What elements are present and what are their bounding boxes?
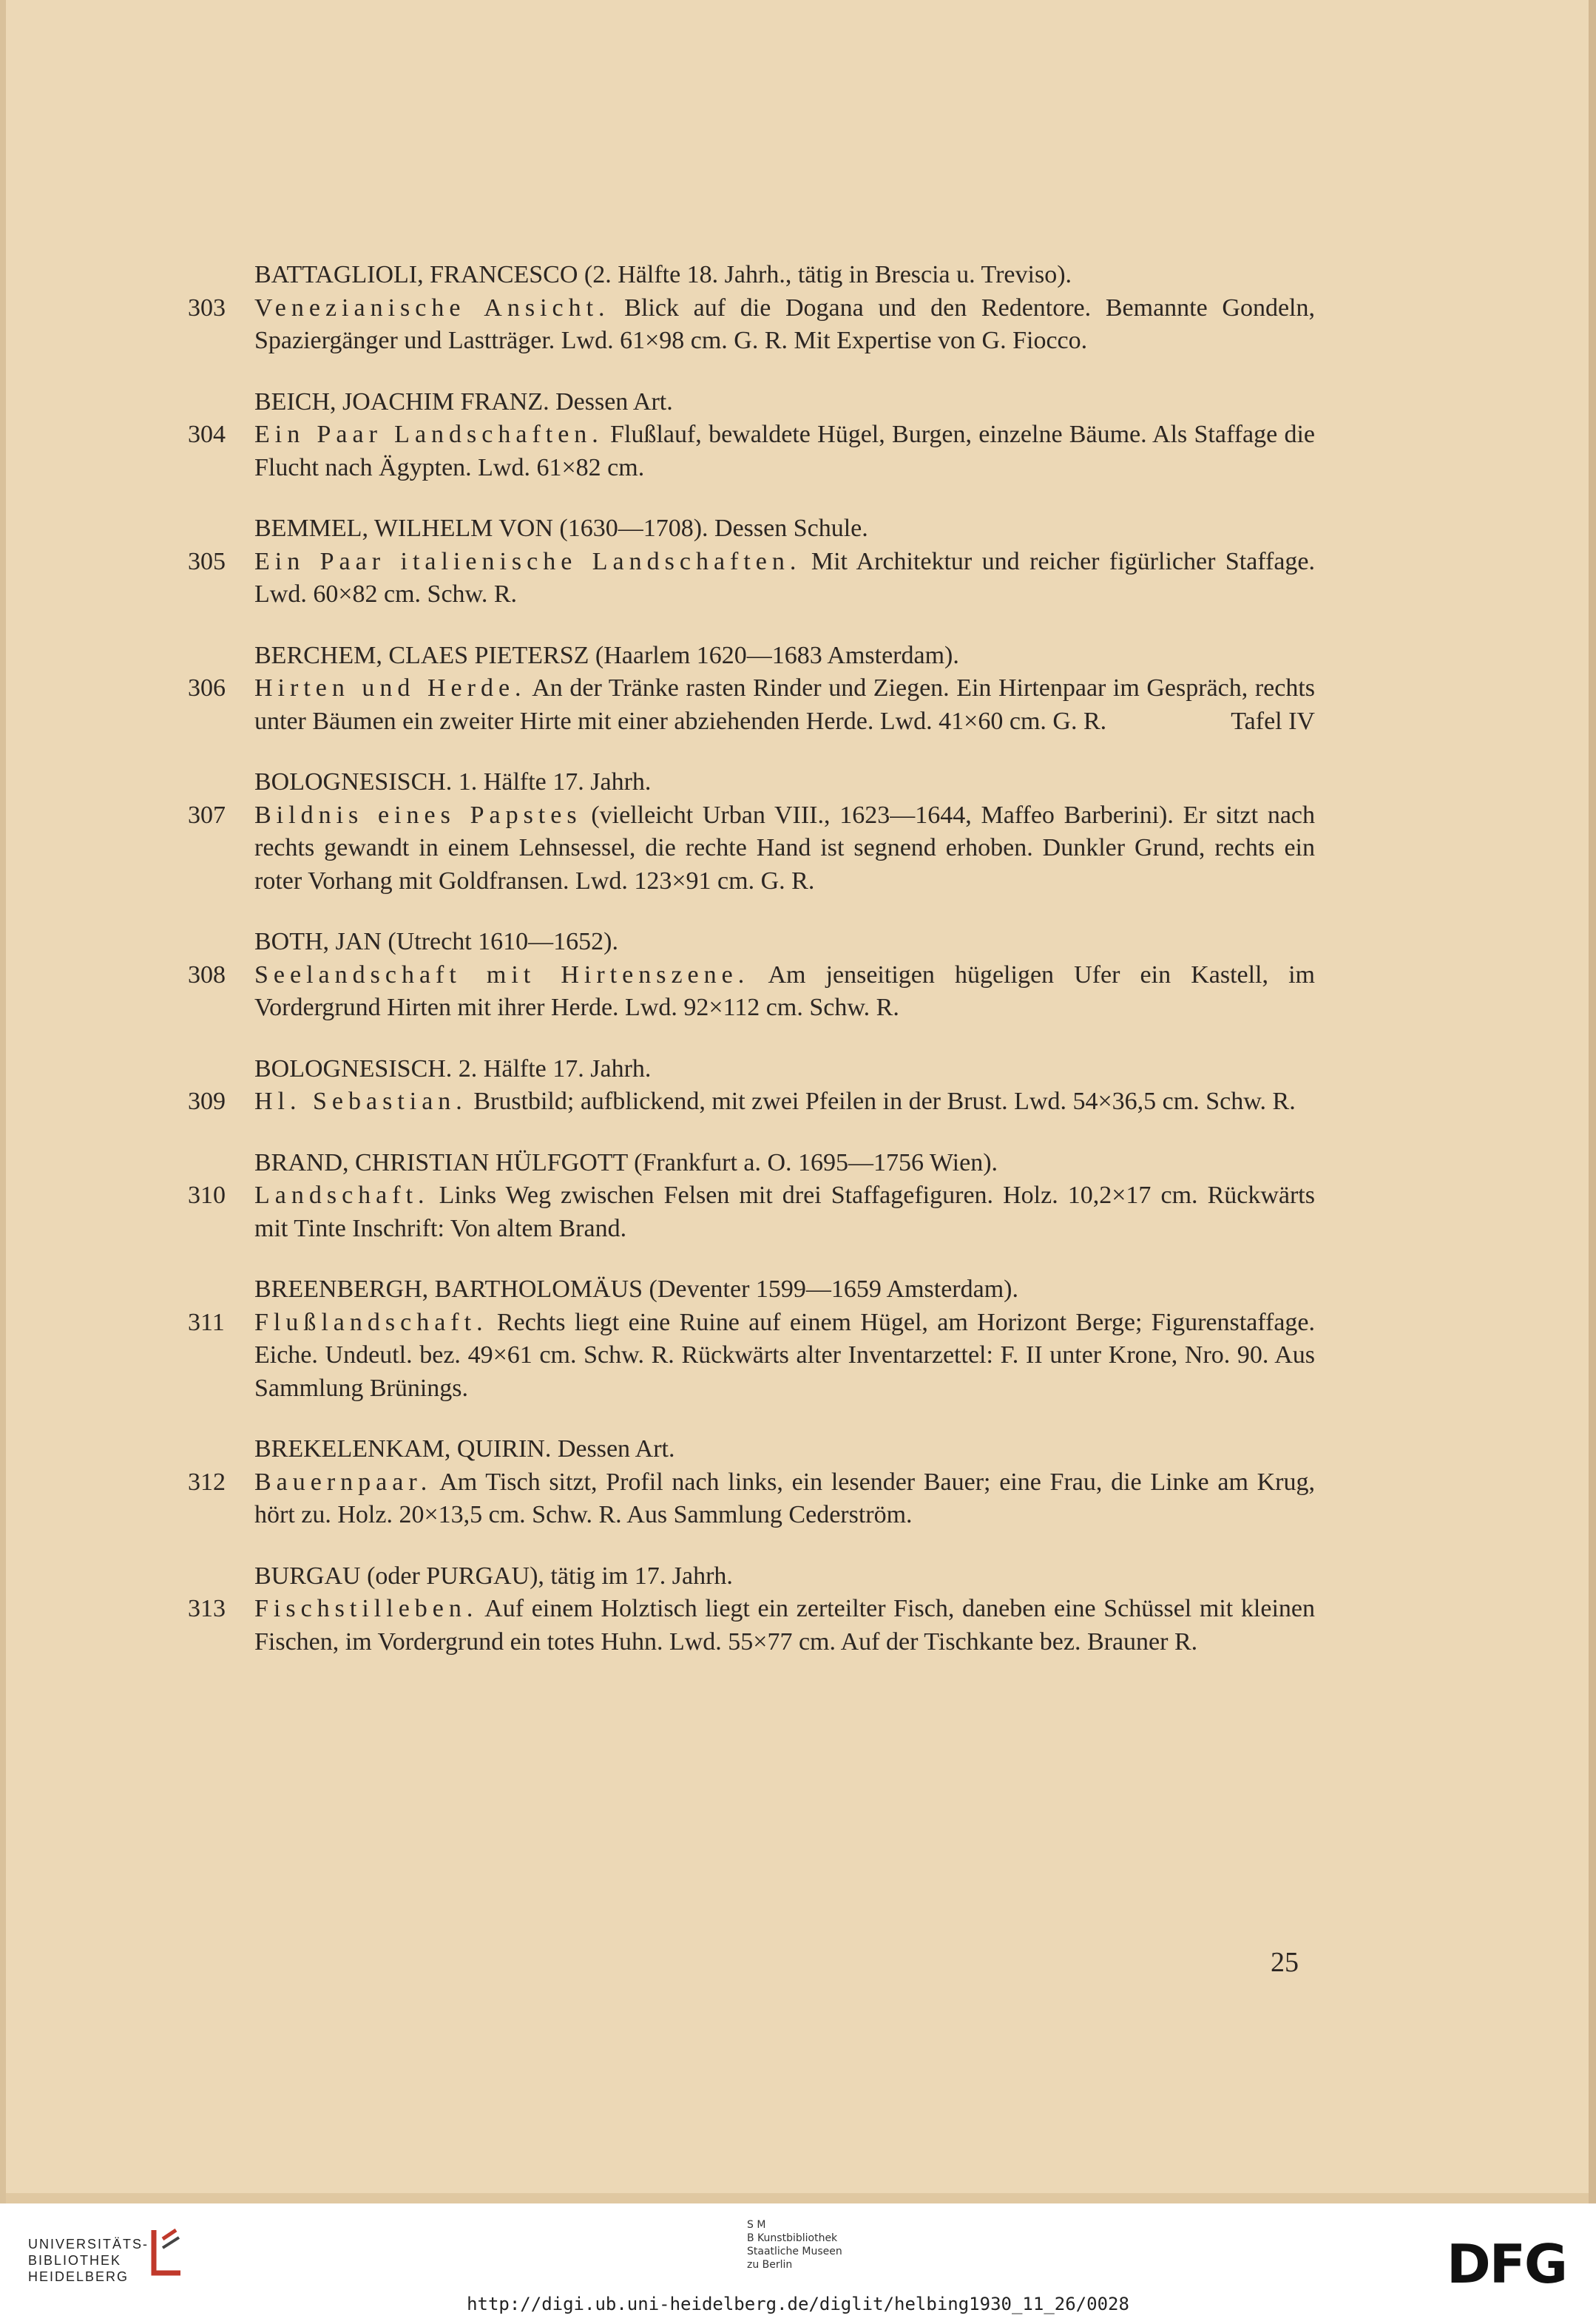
sm-logo-line: zu Berlin: [747, 2259, 793, 2271]
catalog-entry: [183, 766, 1315, 898]
catalog-entry: [183, 512, 1315, 612]
lot-title: Flußlandschaft.: [254, 1308, 488, 1336]
lot-description: [183, 1466, 1315, 1532]
lot-number: 306: [188, 674, 226, 702]
lot-number: 303: [188, 294, 226, 322]
page-number: 25: [1271, 1947, 1299, 1978]
dfg-logo: DFG: [1446, 2233, 1566, 2295]
lot-text: Links Weg zwischen Felsen mit drei Staffagefiguren. Holz. 10,2×17 cm. Rückwärts mit Tinte Inschrift: Von altem Brand.: [254, 1182, 1315, 1242]
digitization-footer: [0, 2203, 1596, 2324]
catalog-entry: [183, 640, 1315, 739]
lot-number: 304: [188, 421, 226, 448]
catalog-entry: [183, 259, 1315, 358]
catalog-entry: [183, 386, 1315, 485]
lot-title: Hirten und Herde.: [254, 674, 527, 702]
lot-text: Auf einem Holztisch liegt ein zerteilter Fisch, daneben eine Schüssel mit kleinen Fischen, im Vordergrund ein totes Huhn. Lwd. 55×77 cm. Auf der Tischkante bez. Brauner R.: [254, 1595, 1315, 1656]
lot-description: [183, 292, 1315, 358]
lot-title: Fischstilleben.: [254, 1595, 479, 1622]
lot-number: 309: [188, 1088, 226, 1115]
catalog-entry: [183, 1560, 1315, 1659]
lot-text: Flußlauf, bewaldete Hügel, Burgen, einzelne Bäume. Als Staffage die Flucht nach Ägypten. Lwd. 61×82 cm.: [254, 421, 1315, 481]
artist-heading: BURGAU (oder PURGAU), tätig im 17. Jahrh.: [254, 1562, 733, 1590]
lot-number: 310: [188, 1182, 226, 1209]
ub-logo-line: HEIDELBERG: [28, 2269, 129, 2284]
lot-title: Bauernpaar.: [254, 1468, 433, 1496]
catalog-entry: [183, 1147, 1315, 1246]
artist-heading: BOLOGNESISCH. 2. Hälfte 17. Jahrh.: [254, 1054, 652, 1083]
lot-title: Hl. Sebastian.: [254, 1088, 467, 1115]
lot-text: Am Tisch sitzt, Profil nach links, ein lesender Bauer; eine Frau, die Linke am Krug, hört zu. Holz. 20×13,5 cm. Schw. R. Aus Sammlung Cederström.: [254, 1468, 1315, 1528]
lot-description: [183, 1593, 1315, 1659]
lot-description: [183, 959, 1315, 1025]
lot-description: [183, 1179, 1315, 1245]
sm-logo-line: B Kunstbibliothek: [747, 2232, 838, 2244]
lot-number: 305: [188, 547, 226, 575]
lot-description: [183, 419, 1315, 484]
lot-description: [183, 1307, 1315, 1406]
lot-title: Ein Paar Landschaften.: [254, 421, 603, 448]
lot-description: [183, 799, 1315, 898]
catalog-entry: [183, 1053, 1315, 1119]
artist-heading: BREENBERGH, BARTHOLOMÄUS (Deventer 1599—1659 Amsterdam).: [254, 1276, 1018, 1303]
lot-text: Mit Architektur und reicher figürlicher Staffage. Lwd. 60×82 cm. Schw. R.: [254, 547, 1315, 608]
artist-heading: BERCHEM, CLAES PIETERSZ (Haarlem 1620—1683 Amsterdam).: [254, 641, 959, 669]
lot-description: [183, 1085, 1315, 1119]
lot-text: Am jenseitigen hügeligen Ufer ein Kastell, im Vordergrund Hirten mit ihrer Herde. Lwd. 92×112 cm. Schw. R.: [254, 961, 1315, 1021]
sm-logo-line: S M: [747, 2219, 766, 2231]
artist-heading: BREKELENKAM, QUIRIN. Dessen Art.: [254, 1435, 675, 1463]
source-url-link[interactable]: http://digi.ub.uni-heidelberg.de/diglit/helbing1930_11_26/0028: [467, 2294, 1129, 2314]
lot-text: Blick auf die Dogana und den Redentore. Bemannte Gondeln, Spaziergänger und Lastträger. Lwd. 61×98 cm. G. R. Mit Expertise von G. Fiocco.: [254, 294, 1315, 354]
lot-title: Bildnis eines Papstes: [254, 801, 582, 829]
artist-heading: BOLOGNESISCH. 1. Hälfte 17. Jahrh.: [254, 768, 652, 796]
catalog-entry: [183, 926, 1315, 1025]
ub-logo-line: BIBLIOTHEK: [28, 2253, 122, 2268]
lot-title: Landschaft.: [254, 1182, 430, 1209]
lot-text: Brustbild; aufblickend, mit zwei Pfeilen in der Brust. Lwd. 54×36,5 cm. Schw. R.: [467, 1088, 1296, 1115]
artist-heading: BOTH, JAN (Utrecht 1610—1652).: [254, 928, 618, 955]
ub-heidelberg-emblem-icon: [146, 2226, 188, 2277]
lot-title: Venezianische Ansicht.: [254, 294, 610, 322]
lot-number: 307: [188, 801, 226, 829]
sm-logo-line: Staatliche Museen: [747, 2246, 842, 2257]
lot-number: 312: [188, 1468, 226, 1496]
catalog-entry: [183, 1273, 1315, 1405]
page-edge: [6, 2193, 1589, 2203]
ub-logo-line: UNIVERSITÄTS-: [28, 2237, 149, 2252]
plate-reference: Tafel IV: [1231, 707, 1315, 735]
lot-text: Rechts liegt eine Ruine auf einem Hügel, am Horizont Berge; Figurenstaffage. Eiche. Undeutl. bez. 49×61 cm. Schw. R. Rückwärts alter Inventarzettel: F. II unter Krone, Nro. 90. Aus Sammlung Brünings.: [254, 1308, 1315, 1402]
lot-text: An der Tränke rasten Rinder und Ziegen. Ein Hirtenpaar im Gespräch, rechts unter Bäumen ein zweiter Hirte mit einer abziehenden Herde. Lwd. 41×60 cm. G. R.: [254, 674, 1315, 735]
lot-title: Seelandschaft mit Hirtenszene.: [254, 961, 750, 989]
catalog-entry: [183, 1433, 1315, 1532]
lot-number: 313: [188, 1595, 226, 1622]
artist-heading: BATTAGLIOLI, FRANCESCO (2. Hälfte 18. Jahrh., tätig in Brescia u. Treviso).: [254, 261, 1072, 288]
ub-heidelberg-logo-text: [28, 2236, 149, 2285]
lot-description: [183, 546, 1315, 612]
lot-description: [183, 672, 1315, 738]
artist-heading: BEMMEL, WILHELM VON (1630—1708). Dessen Schule.: [254, 515, 868, 542]
sm-kunstbibliothek-logo: [747, 2218, 842, 2272]
artist-heading: BEICH, JOACHIM FRANZ. Dessen Art.: [254, 387, 673, 416]
lot-title: Ein Paar italienische Landschaften.: [254, 547, 802, 575]
lot-number: 311: [188, 1308, 225, 1336]
lot-text: (vielleicht Urban VIII., 1623—1644, Maffeo Barberini). Er sitzt nach rechts gewandt in einem Lehnsessel, die rechte Hand ist segnend erhoben. Dunkler Grund, rechts ein roter Vorhang mit Goldfransen. Lwd. 123×91 cm. G. R.: [254, 801, 1316, 895]
artist-heading: BRAND, CHRISTIAN HÜLFGOTT (Frankfurt a. O. 1695—1756 Wien).: [254, 1148, 998, 1176]
catalog-entries: [183, 259, 1315, 1687]
lot-number: 308: [188, 961, 226, 989]
